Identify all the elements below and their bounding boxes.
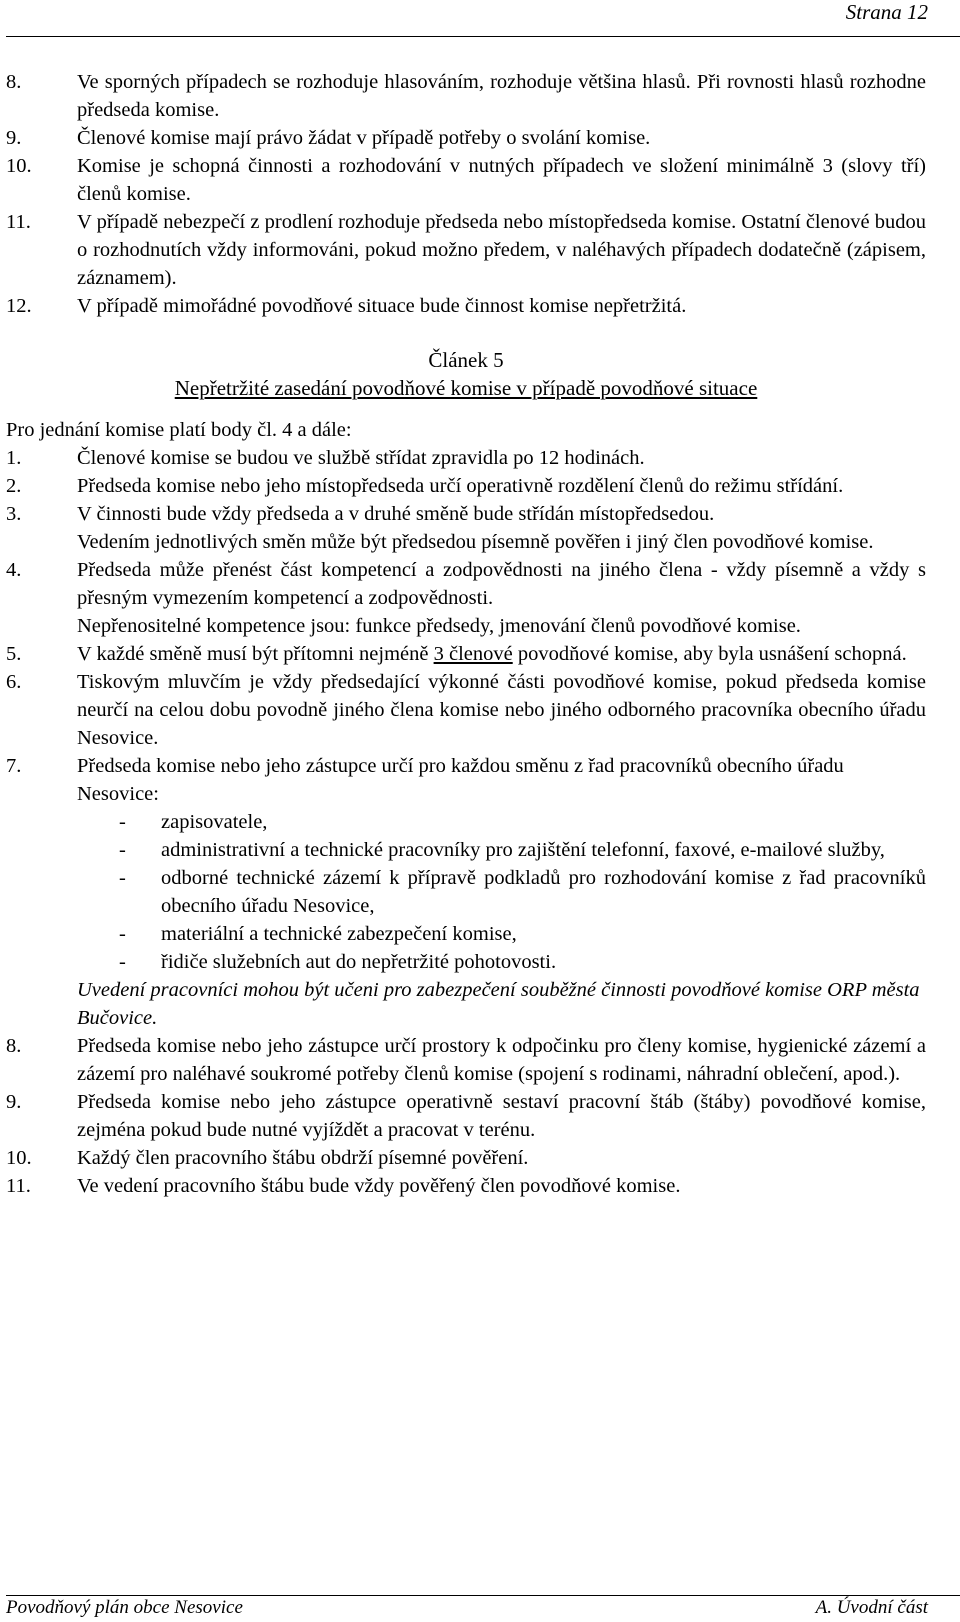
- dash-marker: -: [119, 951, 126, 973]
- list-item: [6, 444, 926, 472]
- list-item: [6, 668, 926, 752]
- item-number: 11.: [6, 1175, 31, 1197]
- section-b-list: [6, 444, 926, 1200]
- item-text: [77, 500, 926, 556]
- staff-role-item: [77, 920, 926, 948]
- article-intro: Pro jednání komise platí body čl. 4 a dále:: [6, 419, 352, 441]
- list-item: [6, 500, 926, 556]
- staff-role-text: řidiče služebních aut do nepřetržité pohotovosti.: [161, 951, 557, 973]
- item-paragraph: Předseda může přenést část kompetencí a zodpovědnosti na jiného člena - vždy písemně a vždy s přesným vymezením kompetencí a zodpovědnosti.: [77, 559, 926, 609]
- item-text-part: povodňové komise, aby byla usnášení schopná.: [512, 643, 907, 665]
- list-item: [6, 1088, 926, 1144]
- list-item: [6, 1144, 926, 1172]
- item-text: Ve sporných případech se rozhoduje hlasováním, rozhoduje většina hlasů. Při rovnosti hlasů rozhodne předseda komise.: [77, 71, 926, 121]
- item-number: 10.: [6, 1147, 32, 1169]
- header-rule: [6, 36, 960, 37]
- item-text: Členové komise mají právo žádat v případě potřeby o svolání komise.: [77, 127, 651, 149]
- item-paragraph: Vedením jednotlivých směn může být předsedou písemně pověřen i jiný člen povodňové komise.: [77, 531, 874, 553]
- item-text: Ve vedení pracovního štábu bude vždy pověřený člen povodňové komise.: [77, 1175, 681, 1197]
- item-paragraph: Předseda komise nebo jeho zástupce určí pro každou směnu z řad pracovníků obecního úřadu Nesovice:: [77, 755, 844, 805]
- item-text: V případě mimořádné povodňové situace bude činnost komise nepřetržitá.: [77, 295, 687, 317]
- item-text: Komise je schopná činnosti a rozhodování v nutných případech ve složení minimálně 3 (slovy tří) členů komise.: [77, 155, 926, 205]
- dash-marker: -: [119, 839, 126, 861]
- staff-role-text: materiální a technické zabezpečení komise,: [161, 923, 517, 945]
- staff-role-item: [77, 864, 926, 920]
- dash-marker: -: [119, 867, 126, 889]
- article-heading: [6, 346, 926, 402]
- item-text-part: V každé směně musí být přítomni nejméně: [77, 643, 434, 665]
- item-text: [77, 556, 926, 640]
- item-number: 11.: [6, 211, 31, 233]
- list-item: [6, 208, 926, 292]
- dash-marker: -: [119, 811, 126, 833]
- list-item: [6, 68, 926, 124]
- item-number: 1.: [6, 447, 22, 469]
- item-number: 4.: [6, 559, 22, 581]
- item-number: 9.: [6, 1091, 22, 1113]
- document-body: [6, 68, 926, 1200]
- item-text: Předseda komise nebo jeho zástupce operativně sestaví pracovní štáb (štáby) povodňové komise, zejména pokud bude nutné vyjíždět a pracovat v terénu.: [77, 1091, 926, 1141]
- dash-marker: -: [119, 923, 126, 945]
- page-number: Strana 12: [845, 0, 928, 24]
- item-number: 5.: [6, 643, 22, 665]
- item-text: Členové komise se budou ve službě střídat zpravidla po 12 hodinách.: [77, 447, 645, 469]
- staff-role-text: odborné technické zázemí k přípravě podkladů pro rozhodování komise z řad pracovníků obecního úřadu Nesovice,: [161, 867, 926, 917]
- staff-role-item: [77, 808, 926, 836]
- item-number: 8.: [6, 1035, 22, 1057]
- italic-note: Uvedení pracovníci mohou být učeni pro zabezpečení souběžné činnosti povodňové komise ORP města Bučovice.: [77, 979, 920, 1029]
- list-item: [6, 640, 926, 668]
- item-number: 12.: [6, 295, 32, 317]
- item-number: 9.: [6, 127, 22, 149]
- list-item: [6, 1032, 926, 1088]
- item-number: 3.: [6, 503, 22, 525]
- footer-rule: [6, 1595, 960, 1596]
- article-subtitle: Nepřetržité zasedání povodňové komise v případě povodňové situace: [174, 376, 758, 400]
- item-text: Tiskovým mluvčím je vždy předsedající výkonné části povodňové komise, pokud předseda komise neurčí na celou dobu povodně jiného člena komise nebo jiného odborného pracovníka obecního úřadu Nesovice.: [77, 671, 926, 749]
- footer-section-label: A. Úvodní část: [815, 1597, 928, 1618]
- article-title: Článek 5: [428, 348, 504, 372]
- list-item: [6, 556, 926, 640]
- item-text: [77, 640, 926, 668]
- underlined-count: 3 členové: [433, 643, 513, 665]
- list-item: [6, 152, 926, 208]
- item-paragraph: Nepřenositelné kompetence jsou: funkce předsedy, jmenování členů povodňové komise.: [77, 615, 801, 637]
- staff-role-text: zapisovatele,: [161, 811, 268, 833]
- staff-role-text: administrativní a technické pracovníky pro zajištění telefonní, faxové, e-mailové služby,: [161, 839, 885, 861]
- item-number: 8.: [6, 71, 22, 93]
- footer-document-title: Povodňový plán obce Nesovice: [6, 1597, 243, 1618]
- item-text: [77, 752, 926, 1032]
- item-text: V případě nebezpečí z prodlení rozhoduje předseda nebo místopředseda komise. Ostatní členové budou o rozhodnutích vždy informováni, pokud možno předem, v naléhavých případech dodatečně (zápisem, záznamem).: [77, 211, 926, 289]
- item-number: 10.: [6, 155, 32, 177]
- item-number: 2.: [6, 475, 22, 497]
- item-text: Předseda komise nebo jeho místopředseda určí operativně rozdělení členů do režimu střídání.: [77, 475, 844, 497]
- item-number: 6.: [6, 671, 22, 693]
- staff-role-item: [77, 948, 926, 976]
- list-item: [6, 1172, 926, 1200]
- section-a-list: [6, 68, 926, 320]
- staff-role-item: [77, 836, 926, 864]
- list-item: [6, 752, 926, 1032]
- list-item: [6, 292, 926, 320]
- item-paragraph: V činnosti bude vždy předseda a v druhé směně bude střídán místopředsedou.: [77, 503, 715, 525]
- list-item: [6, 472, 926, 500]
- item-text: Předseda komise nebo jeho zástupce určí prostory k odpočinku pro členy komise, hygienické zázemí a zázemí pro naléhavé soukromé potřeby členů komise (spojení s rodinami, náhradní oblečení, apod.).: [77, 1035, 926, 1085]
- staff-role-list: [77, 808, 926, 976]
- list-item: [6, 124, 926, 152]
- item-number: 7.: [6, 755, 22, 777]
- item-text: Každý člen pracovního štábu obdrží písemné pověření.: [77, 1147, 529, 1169]
